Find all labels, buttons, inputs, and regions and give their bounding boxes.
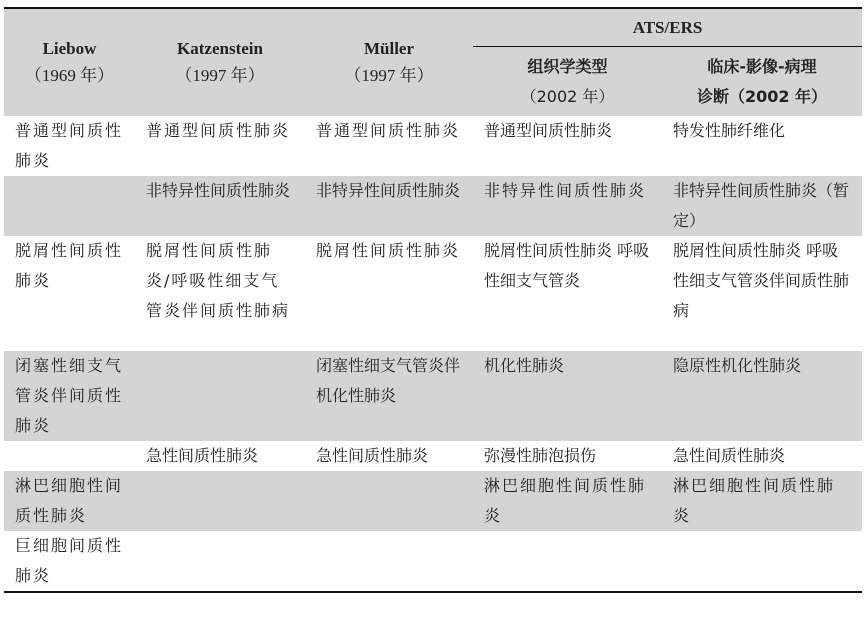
table-cell — [473, 531, 662, 592]
table-cell: 非特异性间质性肺炎（暂定） — [662, 176, 862, 236]
table-cell — [4, 441, 135, 471]
classification-table — [4, 7, 862, 593]
table-cell: 非特异性间质性肺炎 — [473, 176, 662, 236]
table-cell: 机化性肺炎 — [473, 351, 662, 441]
table-cell: 脱屑性间质性肺炎 呼吸性细支气管炎 — [484, 241, 650, 290]
header-name: Katzenstein — [177, 38, 263, 58]
header-name: Müller — [363, 38, 415, 58]
table-row — [4, 116, 862, 176]
header-year: （1997 年） — [175, 65, 265, 85]
header-group-label: ATS/ERS — [632, 17, 703, 37]
table-cell — [135, 471, 305, 531]
table-cell: 特发性肺纤维化 — [673, 121, 786, 140]
header-year: （1997 年） — [344, 65, 434, 85]
table-cell: 弥漫性肺泡损伤 — [484, 446, 597, 465]
table-cell — [305, 531, 473, 592]
table-row — [4, 471, 862, 531]
table-cell: 淋巴细胞性间质性肺炎 — [473, 471, 662, 531]
header-sub-label: 临床-影像-病理 — [707, 56, 817, 76]
table-cell: 急性间质性肺炎 — [316, 446, 429, 465]
header-sub-label-2: 诊断（2002 年） — [696, 86, 828, 106]
table-cell: 隐原性机化性肺炎 — [662, 351, 862, 441]
table-cell: 脱屑性间质性肺炎 — [15, 241, 124, 290]
table-cell: 巨细胞间质性肺炎 — [4, 531, 135, 592]
header-year: （1969 年） — [24, 65, 115, 85]
table-cell: 脱屑性间质性肺炎 — [316, 241, 461, 260]
header-clinical-diagnosis — [662, 47, 862, 117]
table-cell: 闭塞性细支气管炎伴机化性肺炎 — [305, 351, 473, 441]
table-row — [4, 531, 862, 592]
table-row — [4, 441, 862, 471]
table-cell — [305, 471, 473, 531]
header-ats-ers — [473, 8, 862, 47]
table-cell — [662, 531, 862, 592]
header-liebow — [4, 8, 135, 116]
table-cell: 普通型间质性肺炎 — [15, 121, 124, 170]
table-cell: 普通型间质性肺炎 — [316, 121, 461, 140]
table-cell: 非特异性间质性肺炎 — [135, 176, 305, 236]
table-cell: 非特异性间质性肺炎 — [305, 176, 473, 236]
header-name: Liebow — [42, 38, 97, 58]
header-histologic-type — [473, 47, 662, 117]
table-cell: 淋巴细胞性间质性肺炎 — [4, 471, 135, 531]
table-row — [4, 176, 862, 236]
table-cell: 闭塞性细支气管炎伴间质性肺炎 — [4, 351, 135, 441]
table-cell — [135, 531, 305, 592]
header-muller — [305, 8, 473, 116]
table-cell: 脱屑性间质性肺炎/呼吸性细支气管炎伴间质性肺病 — [146, 241, 291, 320]
table-cell: 普通型间质性肺炎 — [484, 121, 613, 140]
table-cell — [4, 176, 135, 236]
table-cell: 普通型间质性肺炎 — [146, 121, 291, 140]
table-cell — [135, 351, 305, 441]
table-cell: 脱屑性间质性肺炎 呼吸性细支气管炎伴间质性肺病 — [673, 241, 850, 320]
table-cell: 淋巴细胞性间质性肺炎 — [662, 471, 862, 531]
table-cell: 急性间质性肺炎 — [146, 446, 259, 465]
header-katzenstein — [135, 8, 305, 116]
header-sub-year: （2002 年） — [520, 86, 615, 106]
table-row — [4, 351, 862, 441]
header-sub-label: 组织学类型 — [527, 56, 608, 76]
table-cell: 急性间质性肺炎 — [673, 446, 786, 465]
table-row — [4, 236, 862, 351]
